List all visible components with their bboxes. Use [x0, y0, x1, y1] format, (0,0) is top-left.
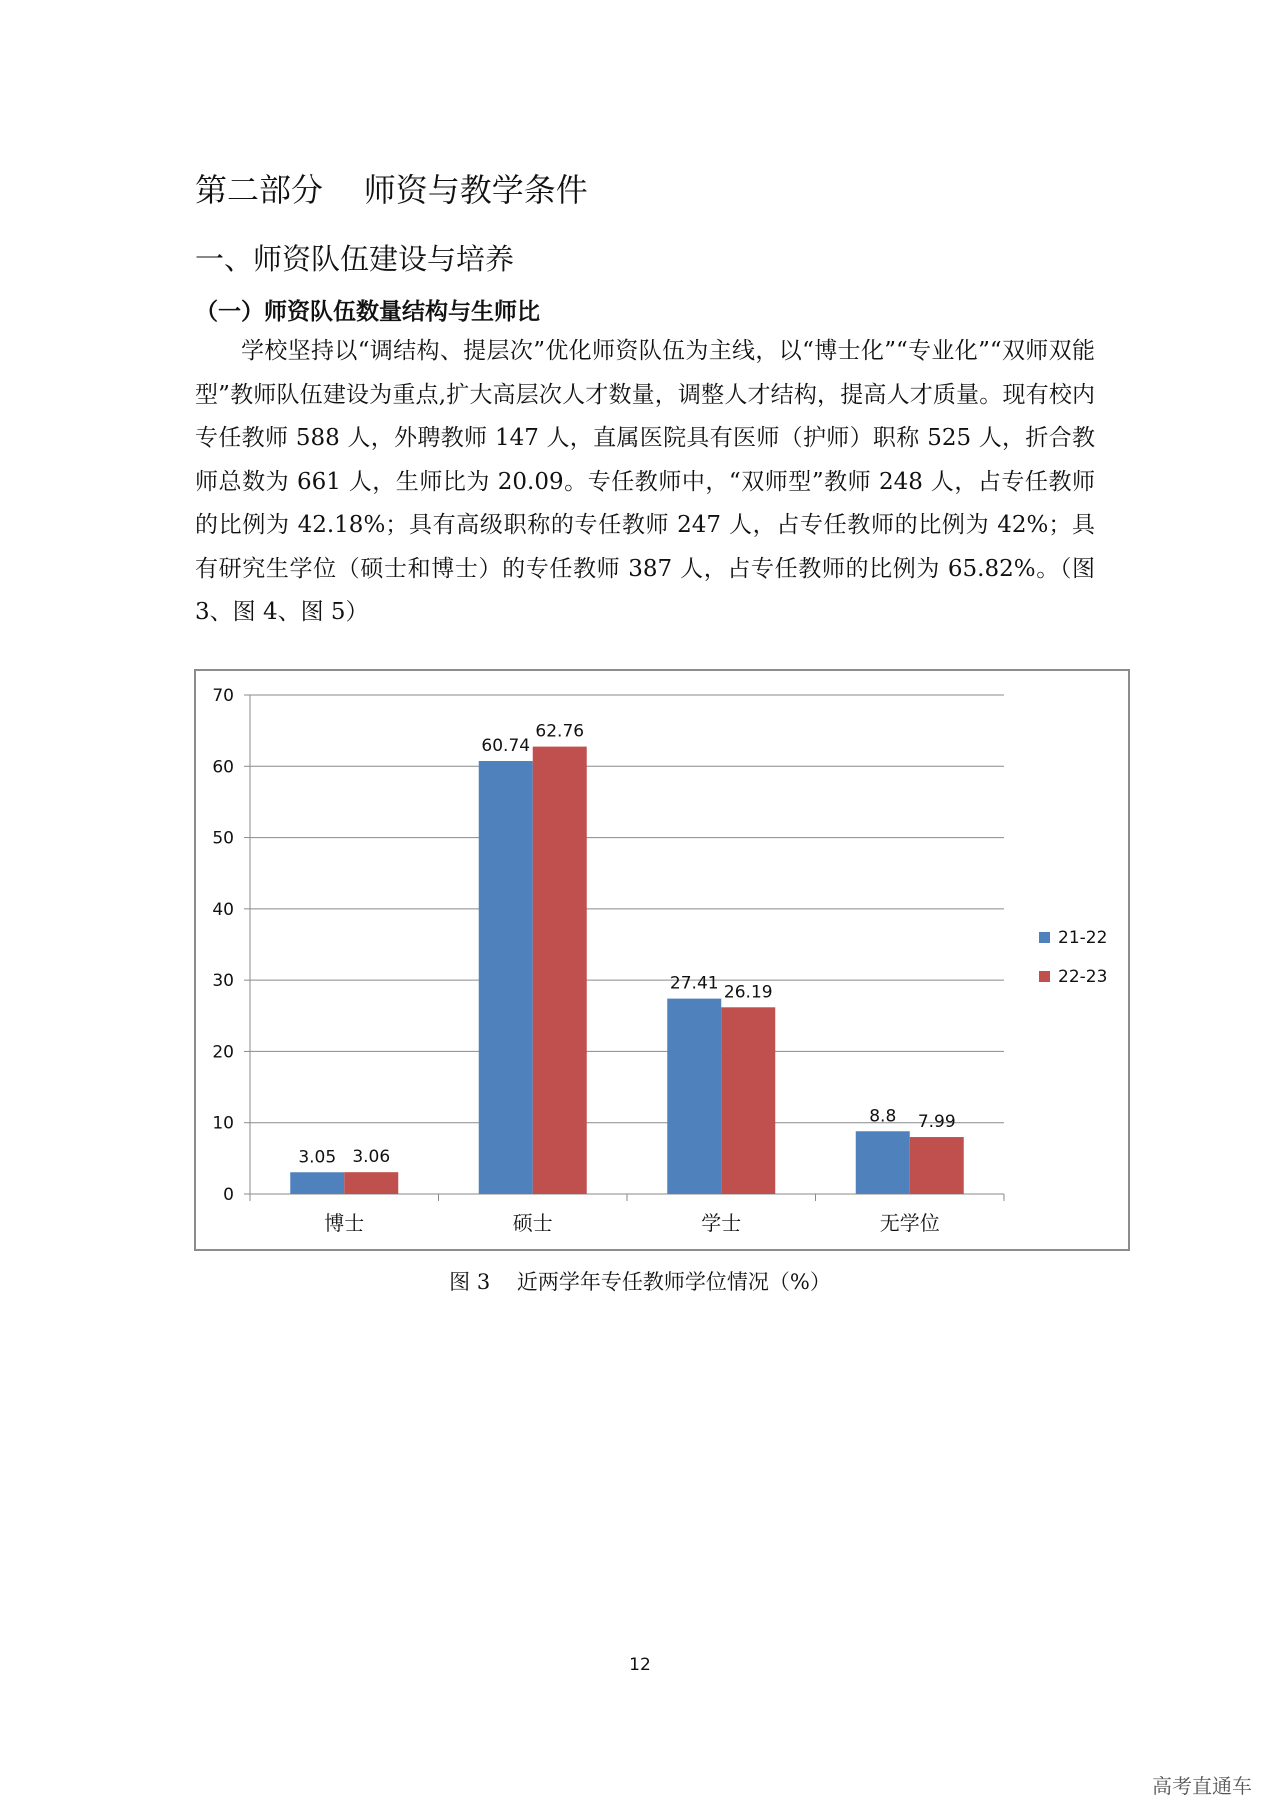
- bar-21-22-2: [667, 999, 721, 1194]
- legend-label: 21-22: [1058, 928, 1108, 948]
- section-title: 一、师资队伍建设与培养: [195, 242, 515, 276]
- watermark: 高考直通车: [1152, 1774, 1252, 1798]
- data-label: 7.99: [917, 1112, 956, 1133]
- data-label: 3.06: [352, 1147, 391, 1168]
- bar-22-23-1: [533, 747, 587, 1194]
- data-label: 60.74: [481, 736, 531, 757]
- category-label: 硕士: [512, 1211, 553, 1235]
- y-tick-label: 50: [212, 828, 234, 849]
- bar-21-22-0: [290, 1172, 344, 1194]
- bar-21-22-3: [856, 1131, 910, 1194]
- y-tick-label: 20: [212, 1042, 234, 1063]
- figure-caption: 图 3 近两学年专任教师学位情况（%）: [449, 1270, 831, 1294]
- legend-swatch-22-23: [1039, 971, 1050, 982]
- data-label: 62.76: [535, 721, 585, 742]
- subsection-title: （一）师资队伍数量结构与生师比: [195, 299, 540, 325]
- data-label: 26.19: [723, 982, 773, 1003]
- y-tick-label: 30: [212, 971, 234, 992]
- y-tick-label: 10: [212, 1113, 234, 1134]
- bar-22-23-0: [344, 1172, 398, 1194]
- bar-22-23-3: [910, 1137, 964, 1194]
- y-tick-label: 40: [212, 899, 234, 920]
- y-tick-label: 0: [223, 1185, 234, 1205]
- data-label: 3.05: [298, 1147, 337, 1168]
- chart-frame: [194, 669, 1130, 1251]
- bar-21-22-1: [479, 761, 533, 1194]
- data-label: 8.8: [869, 1106, 897, 1127]
- y-tick-label: 60: [212, 757, 234, 778]
- body-paragraph: 学校坚持以“调结构、提层次”优化师资队伍为主线，以“博士化”“专业化”“双师双能型”教师队伍建设为重点,扩大高层次人才数量，调整人才结构，提高人才质量。现有校内专任教师 588 人，外聘教师 147 人，直属医院具有医师（护师）职称 525 人，折合教师总数为 661 人，生师比为 20.09。专任教师中，“双师型”教师 248 人，占专任教师的比例为 42.18%；具有高级职称的专任教师 247 人，占专任教师的比例为 42%；具有研究生学位（硕士和博士）的专任教师 387 人，占专任教师的比例为 65.82%。（图 3、图 4、图 5）: [195, 338, 1095, 625]
- data-label: 27.41: [669, 973, 719, 994]
- legend-label: 22-23: [1058, 967, 1108, 987]
- y-tick-label: 70: [212, 686, 234, 706]
- legend-swatch-21-22: [1039, 932, 1050, 943]
- degree-bar-chart: [196, 671, 1128, 1249]
- category-label: 学士: [701, 1211, 742, 1235]
- bar-22-23-2: [721, 1007, 775, 1194]
- category-label: 博士: [324, 1211, 365, 1235]
- category-label: 无学位: [879, 1211, 940, 1235]
- page-number: 12: [629, 1655, 651, 1675]
- part-title: 第二部分 师资与教学条件: [195, 171, 588, 209]
